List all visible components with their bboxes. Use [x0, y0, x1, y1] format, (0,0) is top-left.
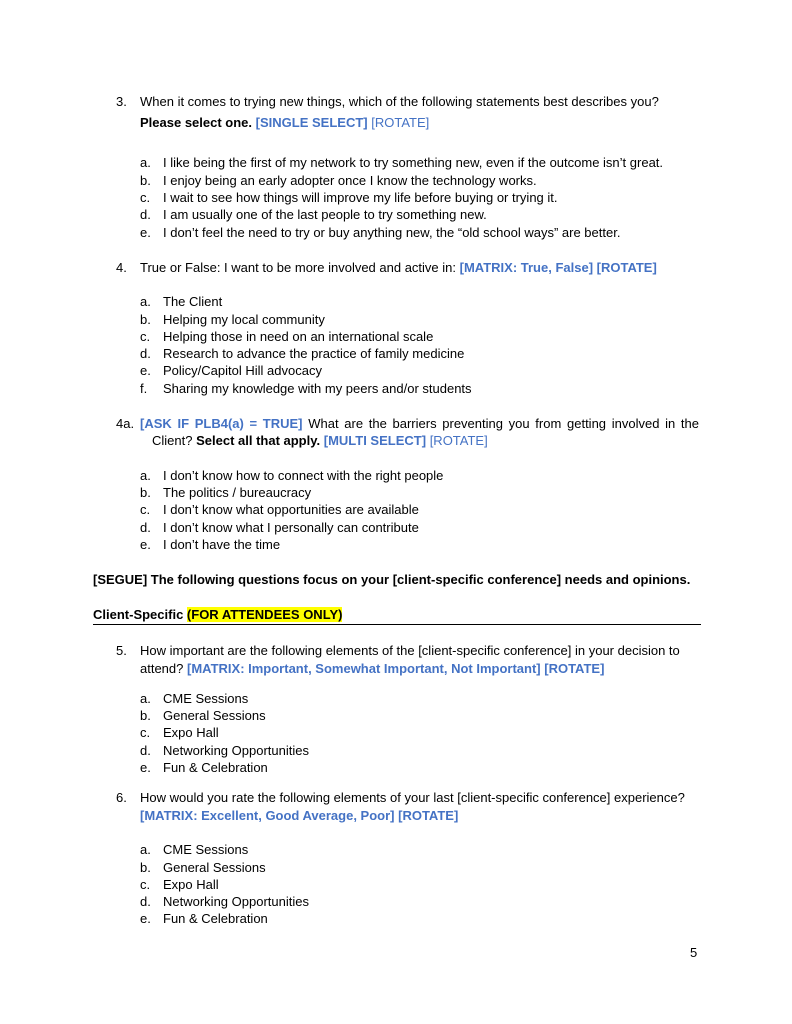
q4a-instruction: Select all that apply.: [196, 433, 321, 448]
q6-option-text: Networking Opportunities: [163, 894, 309, 909]
q4a-line1: [140, 416, 699, 431]
q5-matrix-tag: [MATRIX: Important, Somewhat Important, Not Important] [ROTATE]: [187, 661, 605, 676]
q4-option-letter: d.: [140, 346, 151, 361]
section-highlight: (FOR ATTENDEES ONLY): [186, 607, 343, 622]
q6-option-letter: e.: [140, 911, 151, 926]
q3-option-text: I don’t feel the need to try or buy anything new, the “old school ways” are better.: [163, 225, 621, 240]
q3-text: When it comes to trying new things, which of the following statements best describes you?: [140, 94, 659, 109]
q6-option-text: General Sessions: [163, 860, 266, 875]
q3-number: 3.: [116, 94, 127, 109]
q4a-option-text: I don’t know what I personally can contribute: [163, 520, 419, 535]
q5-option-letter: b.: [140, 708, 151, 723]
q6-line1: How would you rate the following elements of your last [client-specific conference] experience?: [140, 790, 685, 805]
q4-option-letter: e.: [140, 363, 151, 378]
page-number: 5: [690, 945, 698, 960]
q3-option-text: I like being the first of my network to try something new, even if the outcome isn’t great.: [163, 155, 664, 170]
q3-period: .: [248, 115, 253, 130]
q4-option-letter: b.: [140, 312, 151, 327]
q4a-option-text: The politics / bureaucracy: [163, 485, 312, 500]
q4a-option-text: I don’t know how to connect with the right people: [163, 468, 444, 483]
q4-number: 4.: [116, 260, 127, 275]
q3-option-letter: a.: [140, 155, 151, 170]
q5-option-text: CME Sessions: [163, 691, 249, 706]
q5-option-letter: d.: [140, 743, 151, 758]
q6-number: 6.: [116, 790, 127, 805]
q4-option-text: Policy/Capitol Hill advocacy: [163, 363, 322, 378]
q4-option-letter: f.: [140, 381, 148, 396]
q4-matrix-tag: [MATRIX: True, False] [ROTATE]: [459, 260, 657, 275]
q4-option-text: Helping my local community: [163, 312, 325, 327]
q4-option-text: Helping those in need on an international scale: [163, 329, 434, 344]
q5-option-text: Fun & Celebration: [163, 760, 268, 775]
q4a-option-text: I don’t know what opportunities are available: [163, 502, 419, 517]
q6-option-letter: b.: [140, 860, 151, 875]
q5-option-text: Networking Opportunities: [163, 743, 309, 758]
q4-option-letter: a.: [140, 294, 151, 309]
section-title: Client-Specific: [93, 607, 184, 622]
q4a-option-letter: c.: [140, 502, 151, 517]
q5-line2: [140, 661, 604, 676]
q5-option-letter: c.: [140, 725, 151, 740]
q4a-option-letter: a.: [140, 468, 151, 483]
q3-option-text: I enjoy being an early adopter once I know the technology works.: [163, 173, 537, 188]
q4a-rotate-tag: [ROTATE]: [429, 433, 488, 448]
q4a-option-letter: e.: [140, 537, 151, 552]
q4a-option-letter: d.: [140, 520, 151, 535]
q3-instruction: Please select one: [140, 115, 249, 130]
q5-text-line2: attend?: [140, 661, 184, 676]
q3-option-letter: e.: [140, 225, 151, 240]
q5-number: 5.: [116, 643, 127, 658]
q5-option-text: Expo Hall: [163, 725, 219, 740]
q3-option-letter: b.: [140, 173, 151, 188]
q4-line: [140, 260, 657, 275]
q6-option-letter: a.: [140, 842, 151, 857]
q6-option-text: Fun & Celebration: [163, 911, 268, 926]
section-heading: [93, 607, 342, 622]
q5-option-letter: e.: [140, 760, 151, 775]
q3-instruction-line: [140, 115, 429, 130]
section-divider: [93, 624, 701, 625]
segue-text: [SEGUE] The following questions focus on your [client-specific conference] needs and opinions.: [93, 572, 691, 587]
q4-option-text: Research to advance the practice of family medicine: [163, 346, 465, 361]
q6-option-text: Expo Hall: [163, 877, 219, 892]
q6-matrix-tag: [MATRIX: Excellent, Good Average, Poor] [ROTATE]: [140, 808, 459, 823]
q6-option-text: CME Sessions: [163, 842, 249, 857]
q4a-text-line1: What are the barriers preventing you from getting involved in the: [308, 416, 699, 431]
q6-option-letter: d.: [140, 894, 151, 909]
q3-option-letter: d.: [140, 207, 151, 222]
q3-option-text: I am usually one of the last people to try something new.: [163, 207, 487, 222]
q4a-option-letter: b.: [140, 485, 151, 500]
q5-option-letter: a.: [140, 691, 151, 706]
q5-option-text: General Sessions: [163, 708, 266, 723]
q4a-text-line2: Client?: [152, 433, 193, 448]
q4a-line2: [152, 433, 488, 448]
q4a-number: 4a.: [116, 416, 135, 431]
q3-rotate-tag: [ROTATE]: [371, 115, 430, 130]
q5-line1: How important are the following elements of the [client-specific conference] in your decision to: [140, 643, 680, 658]
q6-option-letter: c.: [140, 877, 151, 892]
q4a-option-text: I don’t have the time: [163, 537, 281, 552]
q3-option-text: I wait to see how things will improve my life before buying or trying it.: [163, 190, 558, 205]
q4-option-text: Sharing my knowledge with my peers and/or students: [163, 381, 472, 396]
q4a-condition-tag: [ASK IF PLB4(a) = TRUE]: [140, 416, 303, 431]
q4-option-text: The Client: [163, 294, 223, 309]
q3-option-letter: c.: [140, 190, 151, 205]
q3-select-tag: [SINGLE SELECT]: [255, 115, 368, 130]
q4a-select-tag: [MULTI SELECT]: [323, 433, 427, 448]
q4-option-letter: c.: [140, 329, 151, 344]
q4-text: True or False: I want to be more involved and active in:: [140, 260, 457, 275]
